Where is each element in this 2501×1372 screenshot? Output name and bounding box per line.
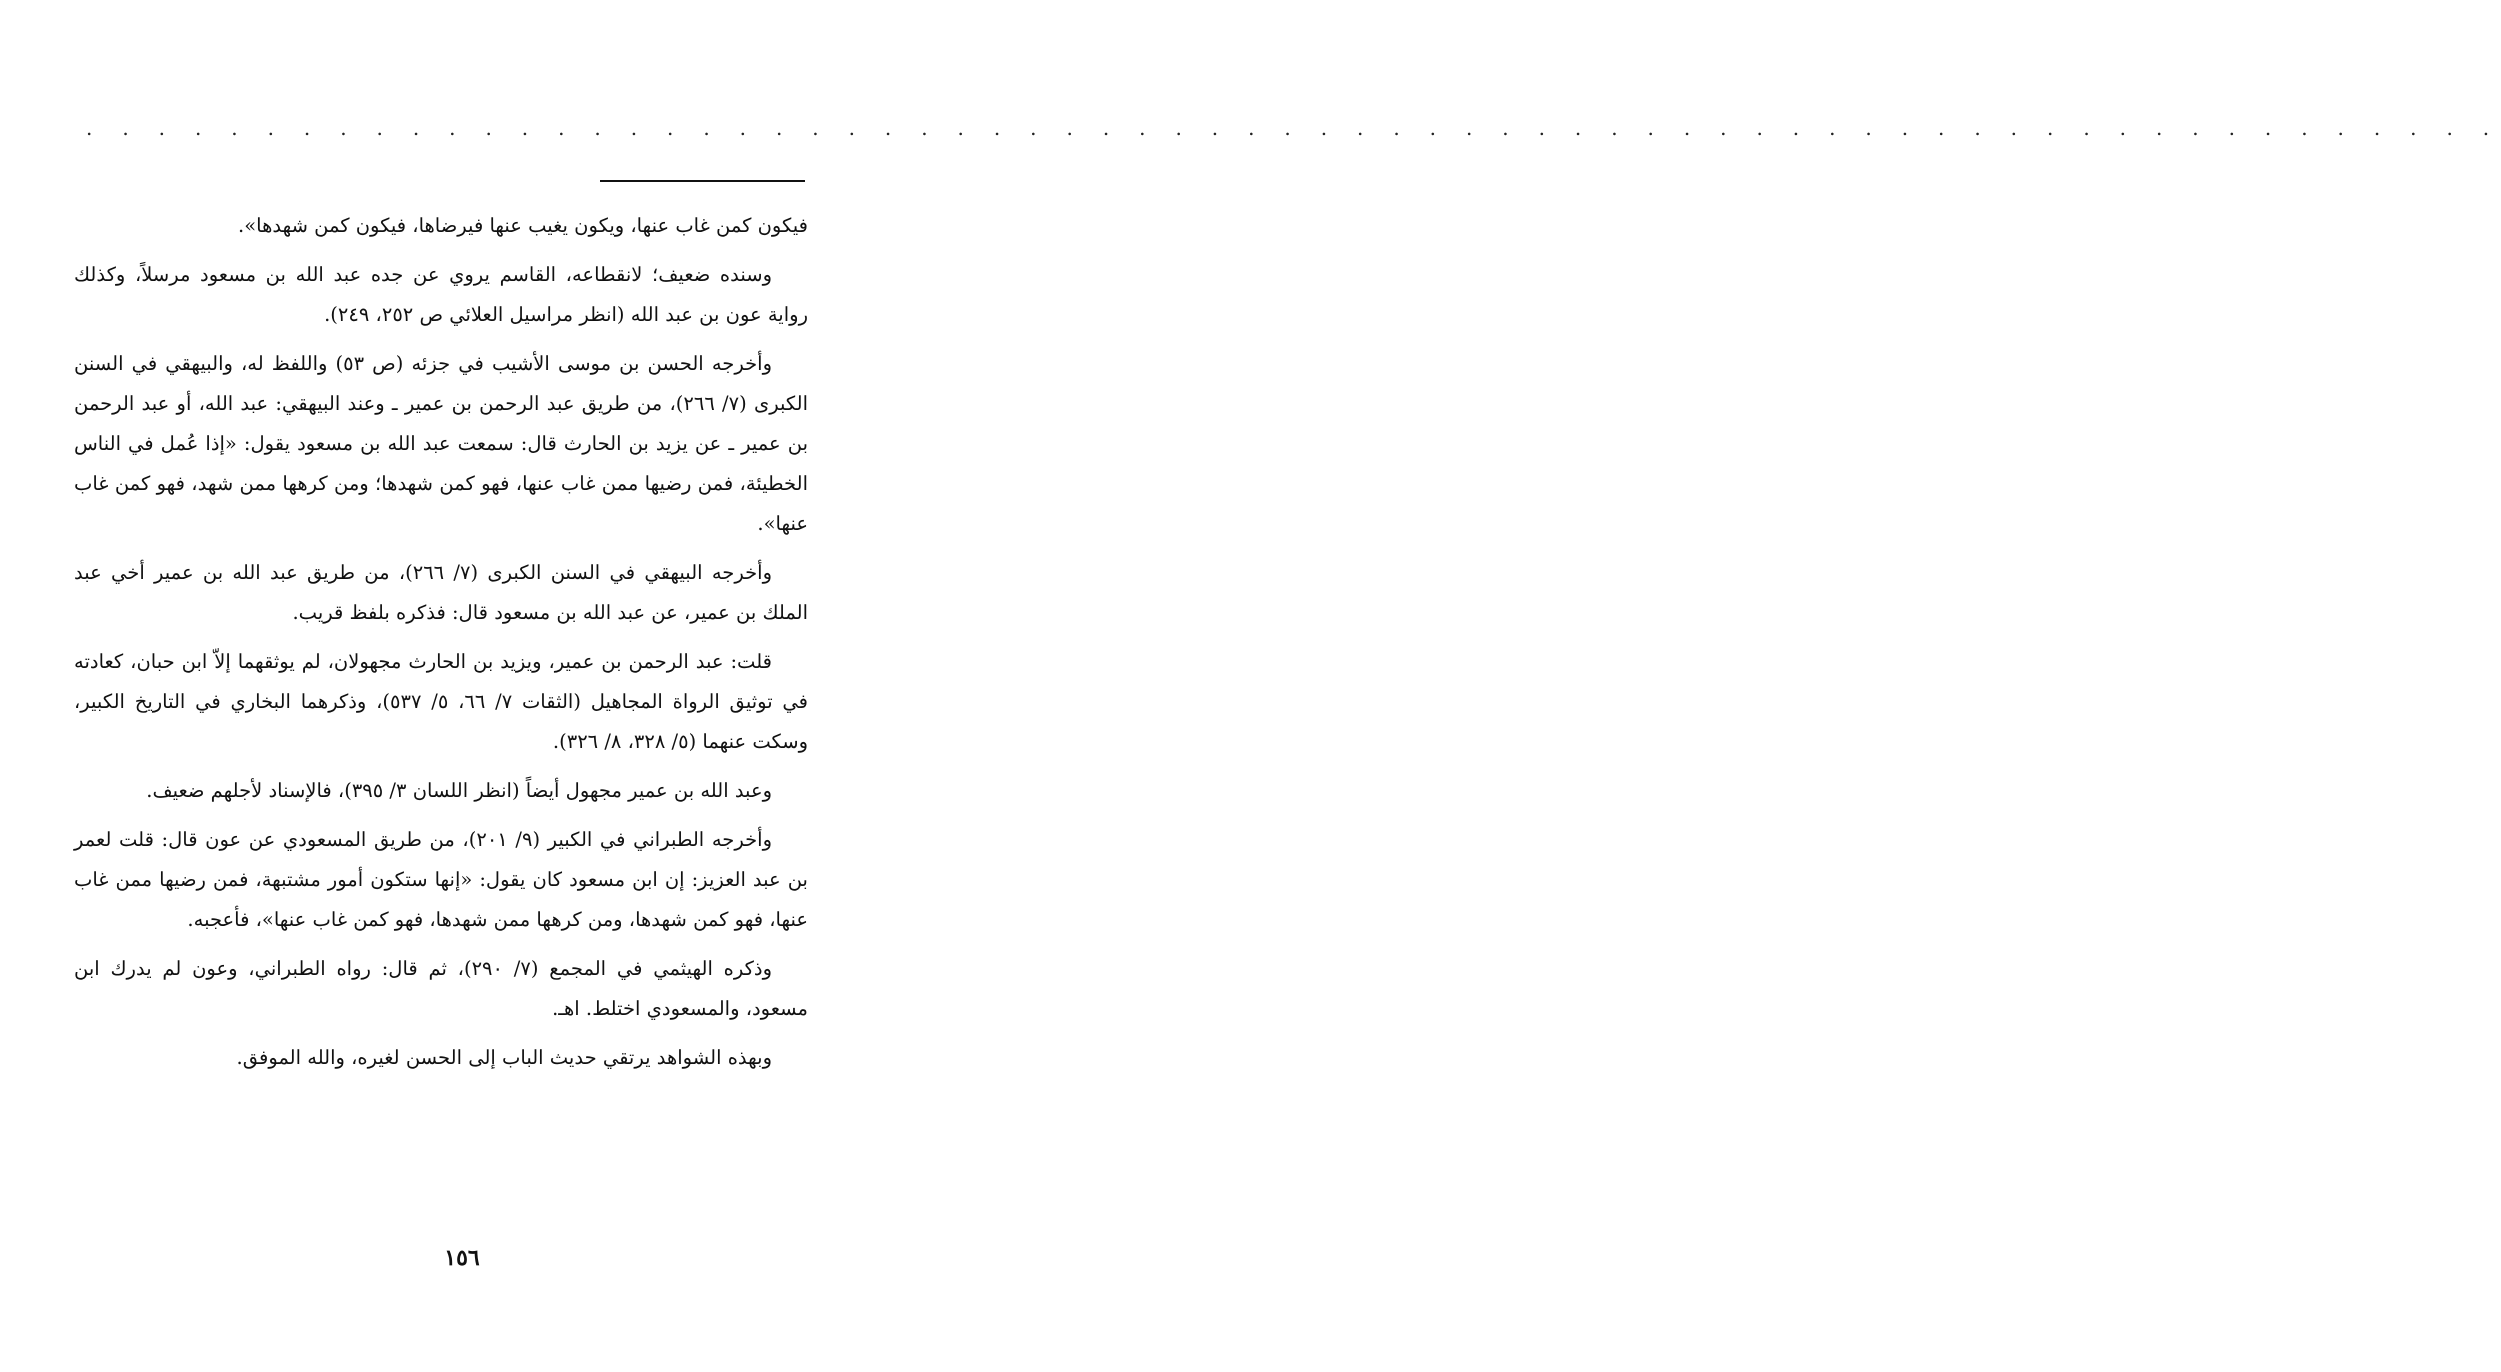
paragraph: وعبد الله بن عمير مجهول أيضاً (انظر اللسان ٣/ ٣٩٥)، فالإسناد لأجلهم ضعيف.	[146, 779, 772, 802]
paragraph: وسنده ضعيف؛ لانقطاعه، القاسم يروي عن جده عبد الله بن مسعود مرسلاً، وكذلك رواية عون بن عبد الله (انظر مراسيل العلائي ص ٢٥٢، ٢٤٩).	[74, 263, 808, 326]
paragraph: وأخرجه الطبراني في الكبير (٩/ ٢٠١)، من طريق المسعودي عن عون قال: قلت لعمر بن عبد العزيز: إن ابن مسعود كان يقول: «إنها ستكون أمور مشتبهة، فمن رضيها ممن غاب عنها، فهو كمن شهدها، ومن كرهها ممن شهدها، فهو كمن غاب عنها»، فأعجبه.	[74, 828, 808, 931]
footnote-text	[74, 206, 808, 1087]
paragraph: وأخرجه البيهقي في السنن الكبرى (٧/ ٢٦٦)، من طريق عبد الله بن عمير أخي عبد الملك بن عمير، عن عبد الله بن مسعود قال: فذكره بلفظ قريب.	[74, 561, 808, 624]
dotted-separator: . . . . . . . . . . . . . . . . . . . . . . . . . . . . . . . . . . . . . . . . . . . . . . . . . . . . . . . . . . . . . . . . . . .	[86, 116, 2501, 140]
paragraph-continuation: فيكون كمن غاب عنها، ويكون يغيب عنها فيرضاها، فيكون كمن شهدها».	[238, 214, 808, 237]
footnote-rule	[600, 180, 805, 182]
paragraph: وأخرجه الحسن بن موسى الأشيب في جزئه (ص ٥٣) واللفظ له، والبيهقي في السنن الكبرى (٧/ ٢٦٦)، من طريق عبد الرحمن بن عمير ـ وعند البيهقي: عبد الله، أو عبد الرحمن بن عمير ـ عن يزيد بن الحارث قال: سمعت عبد الله بن مسعود يقول: «إذا عُمل في الناس الخطيئة، فمن رضيها ممن غاب عنها، فهو كمن شهدها؛ ومن كرهها ممن شهد، فهو كمن غاب عنها».	[74, 352, 808, 535]
paragraph: وذكره الهيثمي في المجمع (٧/ ٢٩٠)، ثم قال: رواه الطبراني، وعون لم يدرك ابن مسعود، والمسعودي اختلط. اهـ.	[74, 957, 808, 1020]
page-number: ١٥٦	[444, 1245, 480, 1271]
paragraph: وبهذه الشواهد يرتقي حديث الباب إلى الحسن لغيره، والله الموفق.	[236, 1046, 772, 1069]
paragraph: قلت: عبد الرحمن بن عمير، ويزيد بن الحارث مجهولان، لم يوثقهما إلاّ ابن حبان، كعادته في توثيق الرواة المجاهيل (الثقات ٧/ ٦٦، ٥/ ٥٣٧)، وذكرهما البخاري في التاريخ الكبير، وسكت عنهما (٥/ ٣٢٨، ٨/ ٣٢٦).	[74, 650, 808, 753]
